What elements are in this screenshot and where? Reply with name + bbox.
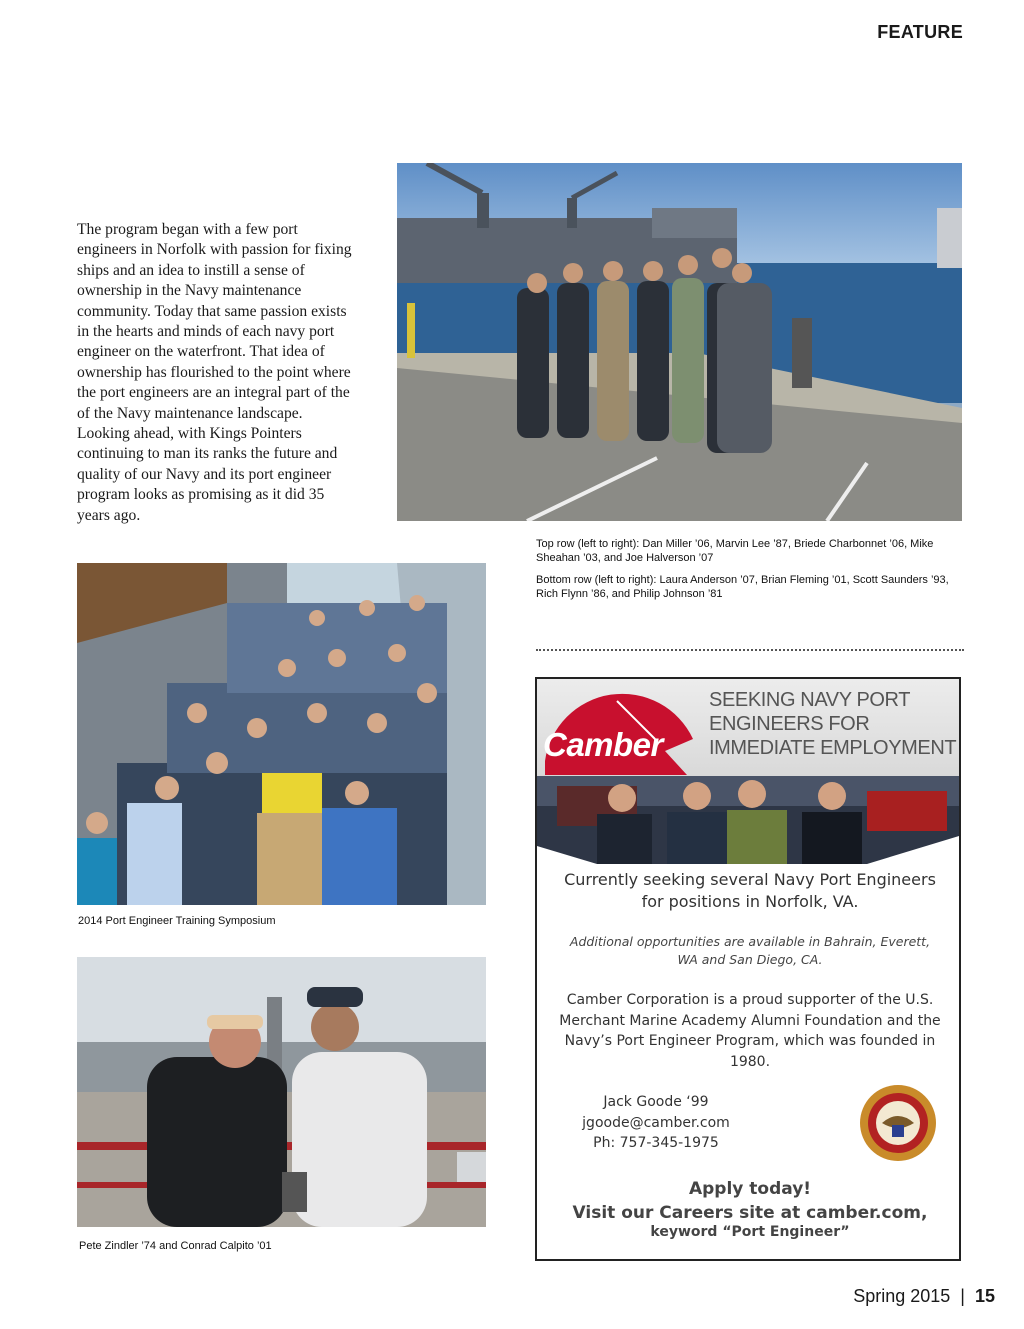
ad-photo <box>537 776 959 864</box>
dotted-divider <box>536 649 964 651</box>
port-engineers-seal-icon <box>858 1083 938 1163</box>
contact-email: jgoode@camber.com <box>582 1114 730 1131</box>
ad-apply-block <box>557 1177 943 1225</box>
issue-label: Spring 2015 <box>853 1286 951 1306</box>
camber-logo-text: Camber <box>543 726 663 763</box>
caption-pete-conrad: Pete Zindler ’74 and Conrad Calpito ’01 <box>79 1240 272 1252</box>
article-paragraph: The program began with a few port engineers in Norfolk with passion for fixing ships and an idea to instill a sense of ownership in the Navy maintenance community. Today that same passion exists in the hearts and minds of each navy port engineer on the waterfront. That idea of ownership has flourished to the point where the port engineers are an integral part of the of the Navy maintenance landscape. Looking ahead, with Kings Pointers continuing to man its ranks the future and quality of our Navy and its port engineer program looks as promising as it did 35 years ago. <box>77 221 352 524</box>
ad-supporter-text: Camber Corporation is a proud supporter of the U.S. Merchant Marine Academy Alumni Foundation and the Navy’s Port Engineer Program, which was founded in 1980. <box>559 992 941 1070</box>
group-photo-pier <box>397 163 962 521</box>
caption-bottom-row: Bottom row (left to right): Laura Anderson ’07, Brian Fleming ’01, Scott Saunders ’93, Rich Flynn ’86, and Philip Johnson ’81 <box>536 574 949 600</box>
section-label: FEATURE <box>877 22 963 42</box>
footer-separator: | <box>960 1286 965 1306</box>
ad-apply-today: Apply today! <box>688 1179 812 1199</box>
pete-conrad-photo <box>77 957 486 1227</box>
caption-symposium: 2014 Port Engineer Training Symposium <box>78 915 276 927</box>
photo-caption-group <box>536 537 961 609</box>
ad-headline: SEEKING NAVY PORT ENGINEERS FOR IMMEDIATE EMPLOYMENT <box>709 689 957 759</box>
page-footer <box>853 1286 995 1307</box>
ad-keyword: keyword “Port Engineer” <box>650 1224 850 1240</box>
ad-seeking-text: Currently seeking several Navy Port Engineers for positions in Norfolk, VA. <box>564 870 936 911</box>
camber-ad <box>535 677 961 1261</box>
ad-contact-block <box>561 1092 751 1154</box>
ad-header-band <box>537 679 959 776</box>
contact-name: Jack Goode ‘99 <box>603 1094 709 1110</box>
contact-phone: Ph: 757-345-1975 <box>593 1135 719 1151</box>
ad-visit-careers: Visit our Careers site at camber.com, <box>572 1203 928 1223</box>
caption-top-row: Top row (left to right): Dan Miller ’06, Marvin Lee ’87, Briede Charbonnet ’06, Mike Sheahan ’03, and Joe Halverson ’07 <box>536 538 934 564</box>
symposium-photo <box>77 563 486 905</box>
ad-additional-text: Additional opportunities are available in Bahrain, Everett, WA and San Diego, CA. <box>569 934 931 967</box>
page-number: 15 <box>974 1286 995 1306</box>
